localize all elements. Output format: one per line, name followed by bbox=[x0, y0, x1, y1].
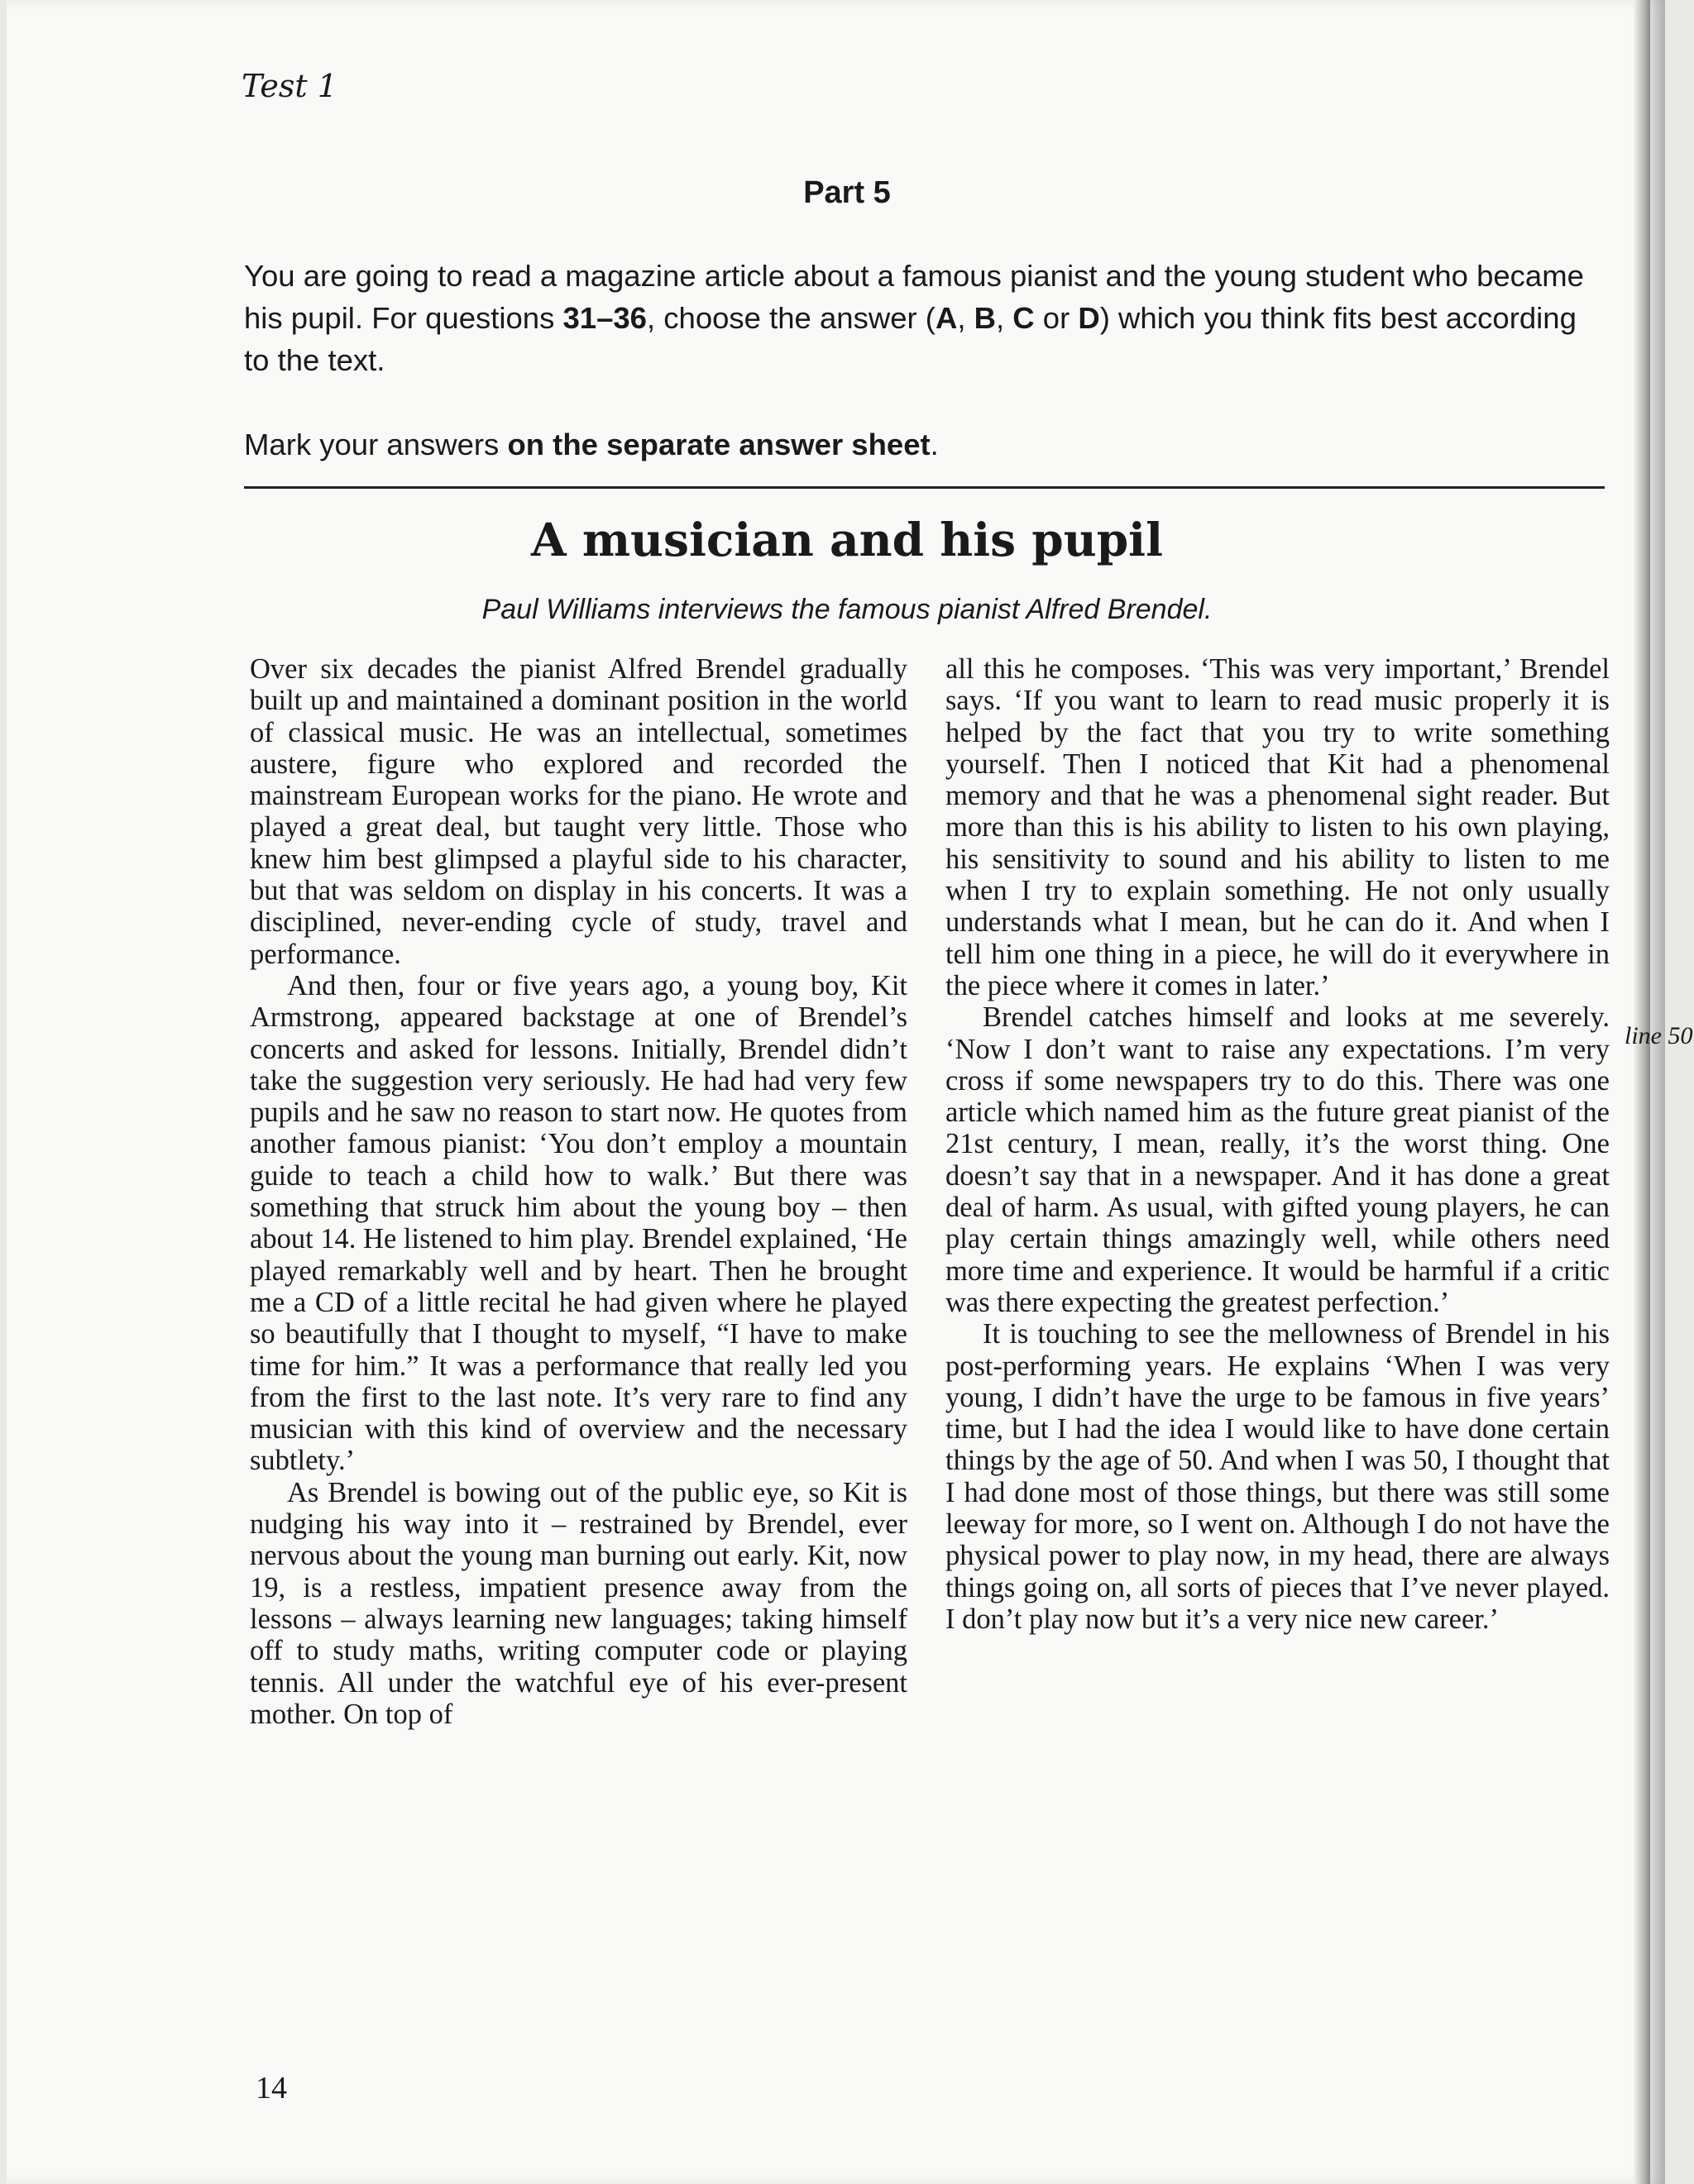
paragraph: Brendel catches himself and looks at me severely. ‘Now I don’t want to raise any expectations. I’m very cross if some newspapers try to do this. There was one article which named him as the future great pianist of the 21st century, I mean, really, it’s the worst thing. One doesn’t say that in a newspaper. And it has done a great deal of harm. As usual, with gifted young players, he can play certain things amazingly well, while others need more time and experience. It would be harmful if a critic was there expecting the greatest perfection.’ bbox=[945, 1001, 1610, 1318]
paragraph: all this he composes. ‘This was very important,’ Brendel says. ‘If you want to learn to read music properly it is helped by the fact that you try to write something yourself. Then I noticed that Kit had a phenomenal memory and that he was a phenomenal sight reader. But more than this is his ability to listen to his own playing, his sensitivity to sound and his ability to listen to me when I try to explain something. He not only usually understands what I mean, but he can do it. And when I tell him one thing in a piece, he will do it everywhere in the piece where it comes in later.’ bbox=[945, 653, 1610, 1001]
test-label: Test 1 bbox=[242, 68, 337, 104]
article-subtitle: Paul Williams interviews the famous pianist Alfred Brendel. bbox=[481, 594, 1213, 625]
article-column-left bbox=[250, 653, 907, 1730]
option-b: B bbox=[974, 301, 996, 335]
instructions bbox=[244, 255, 1601, 381]
paragraph: And then, four or five years ago, a young boy, Kit Armstrong, appeared backstage at one of Brendel’s concerts and asked for lessons. Initially, Brendel didn’t take the suggestion very seriously. He had had very few pupils and he saw no reason to start now. He quotes from another famous pianist: ‘You don’t employ a mountain guide to teach a child how to walk.’ But there was something that struck him about the young boy – then about 14. He listened to him play. Brendel explained, ‘He played remarkably well and by heart. Then he brought me a CD of a little recital he had given where he played so beautifully that I thought to myself, “I have to make time for him.” It was a performance that really led you from the first to the last note. It’s very rare to find any musician with this kind of overview and the necessary subtlety.’ bbox=[250, 969, 907, 1477]
article-column-right bbox=[945, 653, 1610, 1635]
mark-text-post: . bbox=[930, 428, 939, 461]
paragraph: Over six decades the pianist Alfred Brendel gradually built up and maintained a dominant position in the world of classical music. He was an intellectual, sometimes austere, figure who explored and recorded the mainstream European works for the piano. He wrote and played a great deal, but taught very little. Those who knew him best glimpsed a playful side to his character, but that was seldom on display in his concerts. It was a disciplined, never-ending cycle of study, travel and performance. bbox=[250, 653, 907, 970]
article-title: A musician and his pupil bbox=[531, 513, 1163, 566]
part-heading: Part 5 bbox=[803, 175, 891, 210]
separator: , bbox=[957, 301, 974, 335]
instructions-text-1: You are going to read a magazine article about a famous pianist and the young student who became his pupil. For questions bbox=[244, 259, 1584, 335]
separator: or bbox=[1034, 301, 1079, 335]
separator: , bbox=[995, 301, 1013, 335]
paragraph: It is touching to see the mellowness of Brendel in his post-performing years. He explains ‘When I was very young, I didn’t have the urge to be famous in five years’ time, but I had the idea I would like to have done certain things by the age of 50. And when I was 50, I thought that I had done most of those things, but there was still some leeway for more, so I went on. Although I do not have the physical power to play now, in my head, there are always things going on, all sorts of pieces that I’ve never played. I don’t play now but it’s a very nice new career.’ bbox=[945, 1318, 1610, 1635]
instructions-text-2: , choose the answer ( bbox=[646, 301, 936, 335]
option-a: A bbox=[935, 301, 958, 335]
mark-text-bold: on the separate answer sheet bbox=[507, 428, 931, 461]
option-d: D bbox=[1078, 301, 1100, 335]
section-divider bbox=[244, 486, 1605, 489]
instructions-text-3: ) which you think fits best according to the text. bbox=[244, 301, 1577, 377]
question-range: 31–36 bbox=[562, 301, 647, 335]
mark-text-pre: Mark your answers bbox=[244, 428, 508, 461]
option-c: C bbox=[1012, 301, 1035, 335]
page-spine-shadow bbox=[1634, 0, 1650, 2184]
page-number: 14 bbox=[256, 2071, 287, 2105]
line-reference-marker: line 50 bbox=[1625, 1022, 1693, 1049]
paragraph: As Brendel is bowing out of the public eye, so Kit is nudging his way into it – restrained by Brendel, ever nervous about the young man burning out early. Kit, now 19, is a restless, impatient presence away from the lessons – always learning new languages; taking himself off to study maths, writing computer code or playing tennis. All under the watchful eye of his ever-present mother. On top of bbox=[250, 1476, 907, 1730]
answer-sheet-instruction bbox=[244, 428, 939, 462]
